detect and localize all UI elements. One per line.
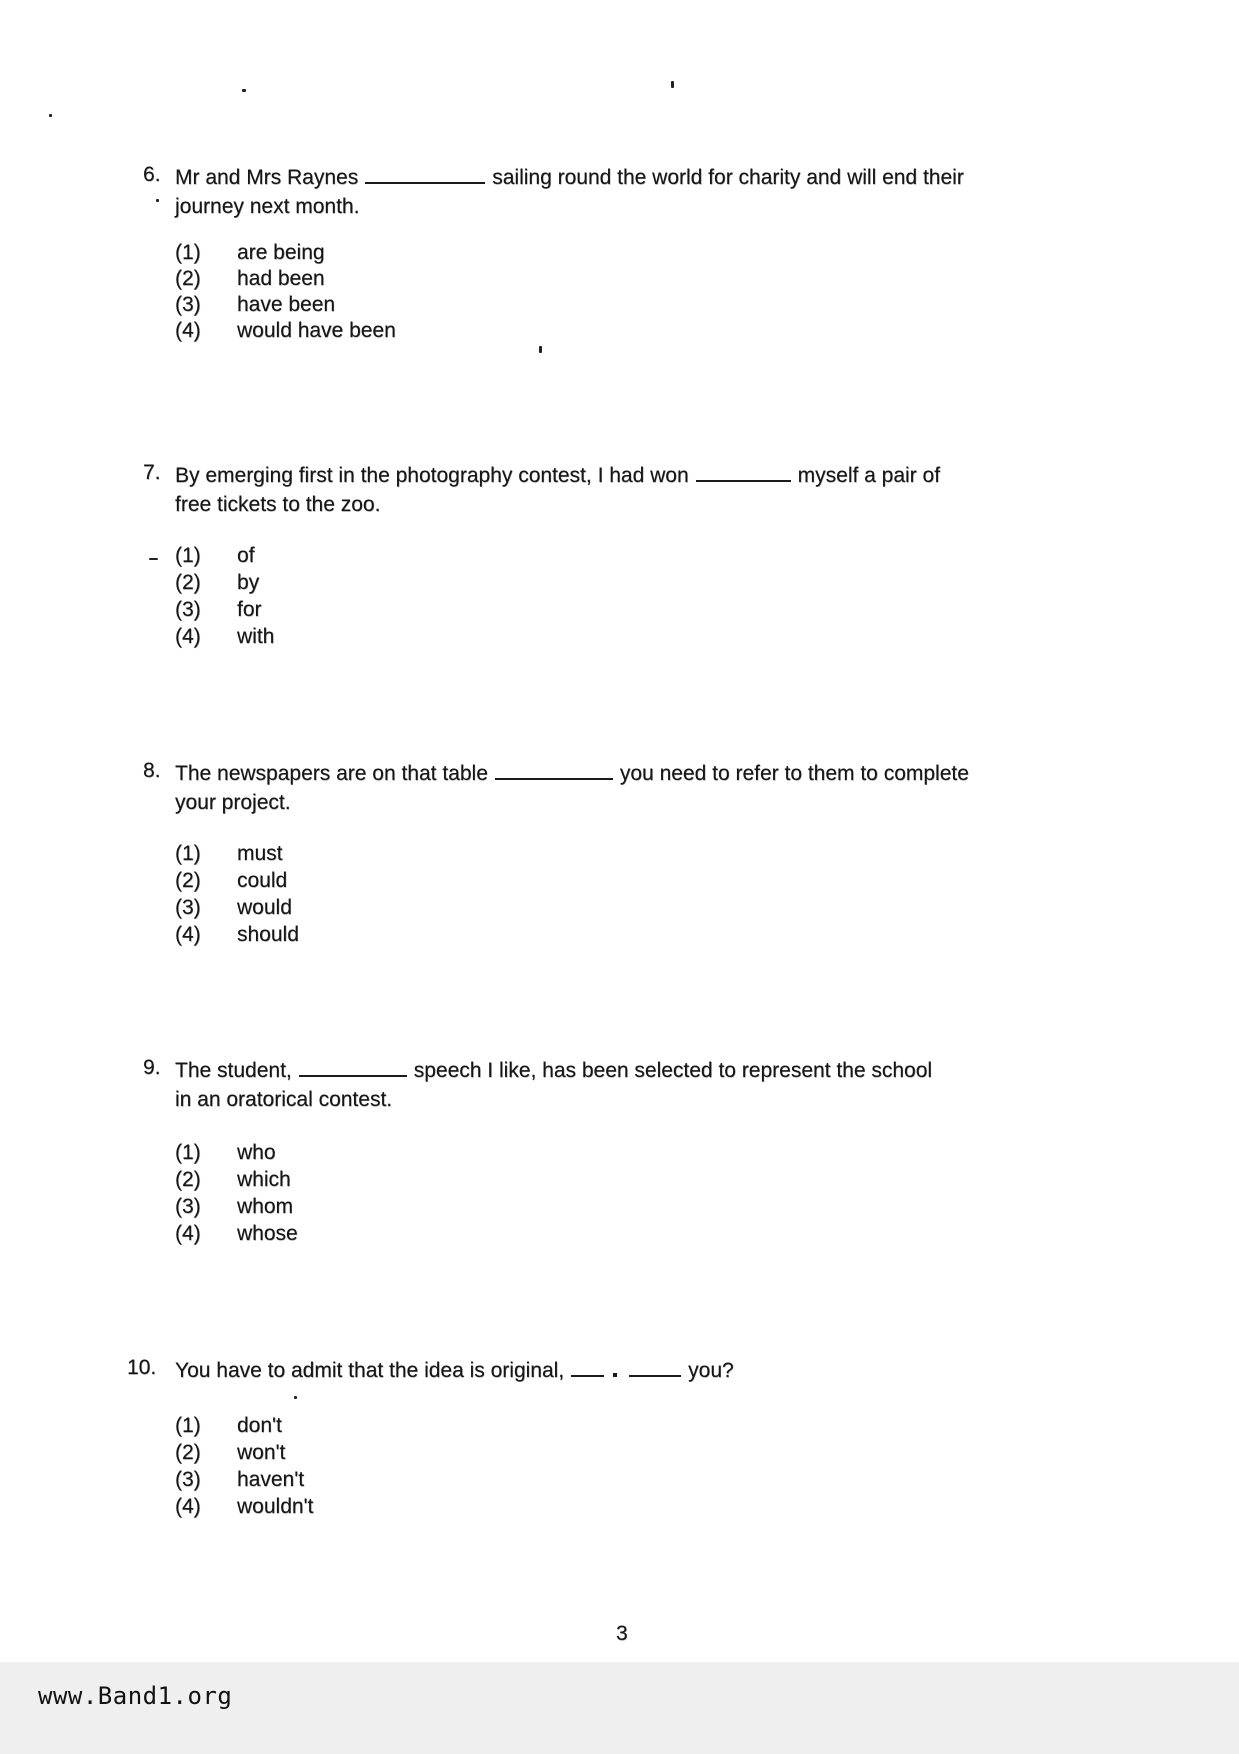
option-label: don't <box>237 1414 282 1437</box>
question-stem <box>175 1356 1155 1385</box>
option-row <box>175 1220 775 1247</box>
scan-artifact <box>613 1373 617 1377</box>
option-label: by <box>237 571 260 594</box>
option-number: (2) <box>175 571 201 594</box>
footer-url: www.Band1.org <box>38 1682 233 1710</box>
option-number: (1) <box>175 842 201 865</box>
question-stem <box>175 759 1155 817</box>
option-label: with <box>237 625 275 648</box>
option-row <box>175 921 775 948</box>
option-row <box>175 1412 775 1439</box>
option-label: won't <box>237 1441 286 1464</box>
option-number: (2) <box>175 869 201 892</box>
scan-artifact <box>156 199 159 202</box>
option-number: (1) <box>175 1141 201 1164</box>
option-label: who <box>237 1141 276 1164</box>
option-label: whose <box>237 1222 298 1245</box>
option-row <box>175 1139 775 1166</box>
answer-blank <box>365 167 485 184</box>
option-number: (3) <box>175 896 201 919</box>
stem-line-1: The newspapers are on that table you need to refer to them to complete <box>175 762 969 785</box>
option-number: (4) <box>175 625 201 648</box>
option-label: whom <box>237 1195 294 1218</box>
option-row <box>175 266 775 292</box>
option-row <box>175 840 775 867</box>
option-label: should <box>237 923 299 946</box>
scan-artifact <box>671 81 674 88</box>
option-row <box>175 867 775 894</box>
option-number: (1) <box>175 241 201 264</box>
option-number: (4) <box>175 1222 201 1245</box>
option-row <box>175 623 775 650</box>
option-label: for <box>237 598 262 621</box>
option-row <box>175 1193 775 1220</box>
answer-blank <box>495 763 613 780</box>
option-label: have been <box>237 293 336 316</box>
option-label: of <box>237 544 255 567</box>
option-row <box>175 894 775 921</box>
option-label: must <box>237 842 283 865</box>
option-label: are being <box>237 241 325 264</box>
options-list <box>175 542 775 650</box>
answer-blank <box>299 1060 407 1077</box>
stem-line-1: The student, speech I like, has been selected to represent the school <box>175 1059 933 1082</box>
option-row <box>175 596 775 623</box>
scan-artifact <box>149 558 158 560</box>
question-stem <box>175 163 1155 221</box>
question-number: 10. <box>127 1356 157 1379</box>
option-number: (3) <box>175 598 201 621</box>
stem-line-2: free tickets to the zoo. <box>175 493 381 516</box>
answer-blank <box>696 465 791 482</box>
option-label: wouldn't <box>237 1495 314 1518</box>
stem-line-2: journey next month. <box>175 195 360 218</box>
option-number: (2) <box>175 1441 201 1464</box>
options-list <box>175 1139 775 1247</box>
options-list <box>175 840 775 948</box>
option-number: (2) <box>175 267 201 290</box>
option-label: would have been <box>237 319 396 342</box>
options-list <box>175 240 775 344</box>
option-number: (3) <box>175 293 201 316</box>
scan-artifact <box>294 1396 297 1399</box>
page-number: 3 <box>616 1622 628 1645</box>
question-stem <box>175 1056 1155 1114</box>
option-number: (2) <box>175 1168 201 1191</box>
option-row <box>175 1493 775 1520</box>
option-number: (1) <box>175 544 201 567</box>
stem-line-2: your project. <box>175 791 291 814</box>
option-number: (3) <box>175 1468 201 1491</box>
option-row <box>175 292 775 318</box>
option-label: which <box>237 1168 291 1191</box>
question-number: 8. <box>143 759 161 782</box>
stem-line-1: Mr and Mrs Raynes sailing round the world for charity and will end their <box>175 166 964 189</box>
question-number: 6. <box>143 163 161 186</box>
option-label: would <box>237 896 292 919</box>
question-stem <box>175 461 1155 519</box>
option-number: (3) <box>175 1195 201 1218</box>
option-row <box>175 569 775 596</box>
option-row <box>175 1466 775 1493</box>
option-row <box>175 318 775 344</box>
stem-line-2: in an oratorical contest. <box>175 1088 393 1111</box>
option-row <box>175 542 775 569</box>
option-row <box>175 1439 775 1466</box>
question-number: 9. <box>143 1056 161 1079</box>
option-row <box>175 1166 775 1193</box>
stem-line-1: By emerging first in the photography contest, I had won myself a pair of <box>175 464 941 487</box>
answer-blank <box>629 1360 681 1377</box>
options-list <box>175 1412 775 1520</box>
option-row <box>175 240 775 266</box>
option-label: could <box>237 869 288 892</box>
option-label: had been <box>237 267 325 290</box>
option-number: (4) <box>175 319 201 342</box>
scan-artifact <box>539 346 542 353</box>
question-number: 7. <box>143 461 161 484</box>
answer-blank <box>571 1360 604 1377</box>
stem-line-1: You have to admit that the idea is original, you? <box>175 1359 734 1382</box>
option-label: haven't <box>237 1468 305 1491</box>
option-number: (4) <box>175 1495 201 1518</box>
scan-artifact <box>242 89 246 92</box>
option-number: (4) <box>175 923 201 946</box>
scan-artifact <box>49 114 52 117</box>
option-number: (1) <box>175 1414 201 1437</box>
